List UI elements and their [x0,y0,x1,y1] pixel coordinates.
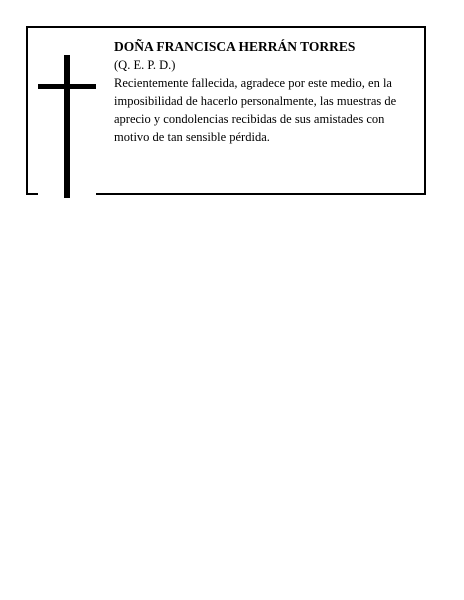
deceased-name: DOÑA FRANCISCA HERRÁN TORRES [114,39,356,54]
notice-text [114,38,422,146]
cross-vertical-bar [64,55,70,198]
cross-horizontal-bar [38,84,96,89]
acknowledgement-message: Recientemente fallecida, agradece por este medio, en la imposibilidad de hacerlo personalmente, las muestras de aprecio y condolencias recibidas de sus amistades con motivo de tan sensible pérdida. [114,76,397,144]
qepd-abbreviation: (Q. E. P. D.) [114,58,176,72]
